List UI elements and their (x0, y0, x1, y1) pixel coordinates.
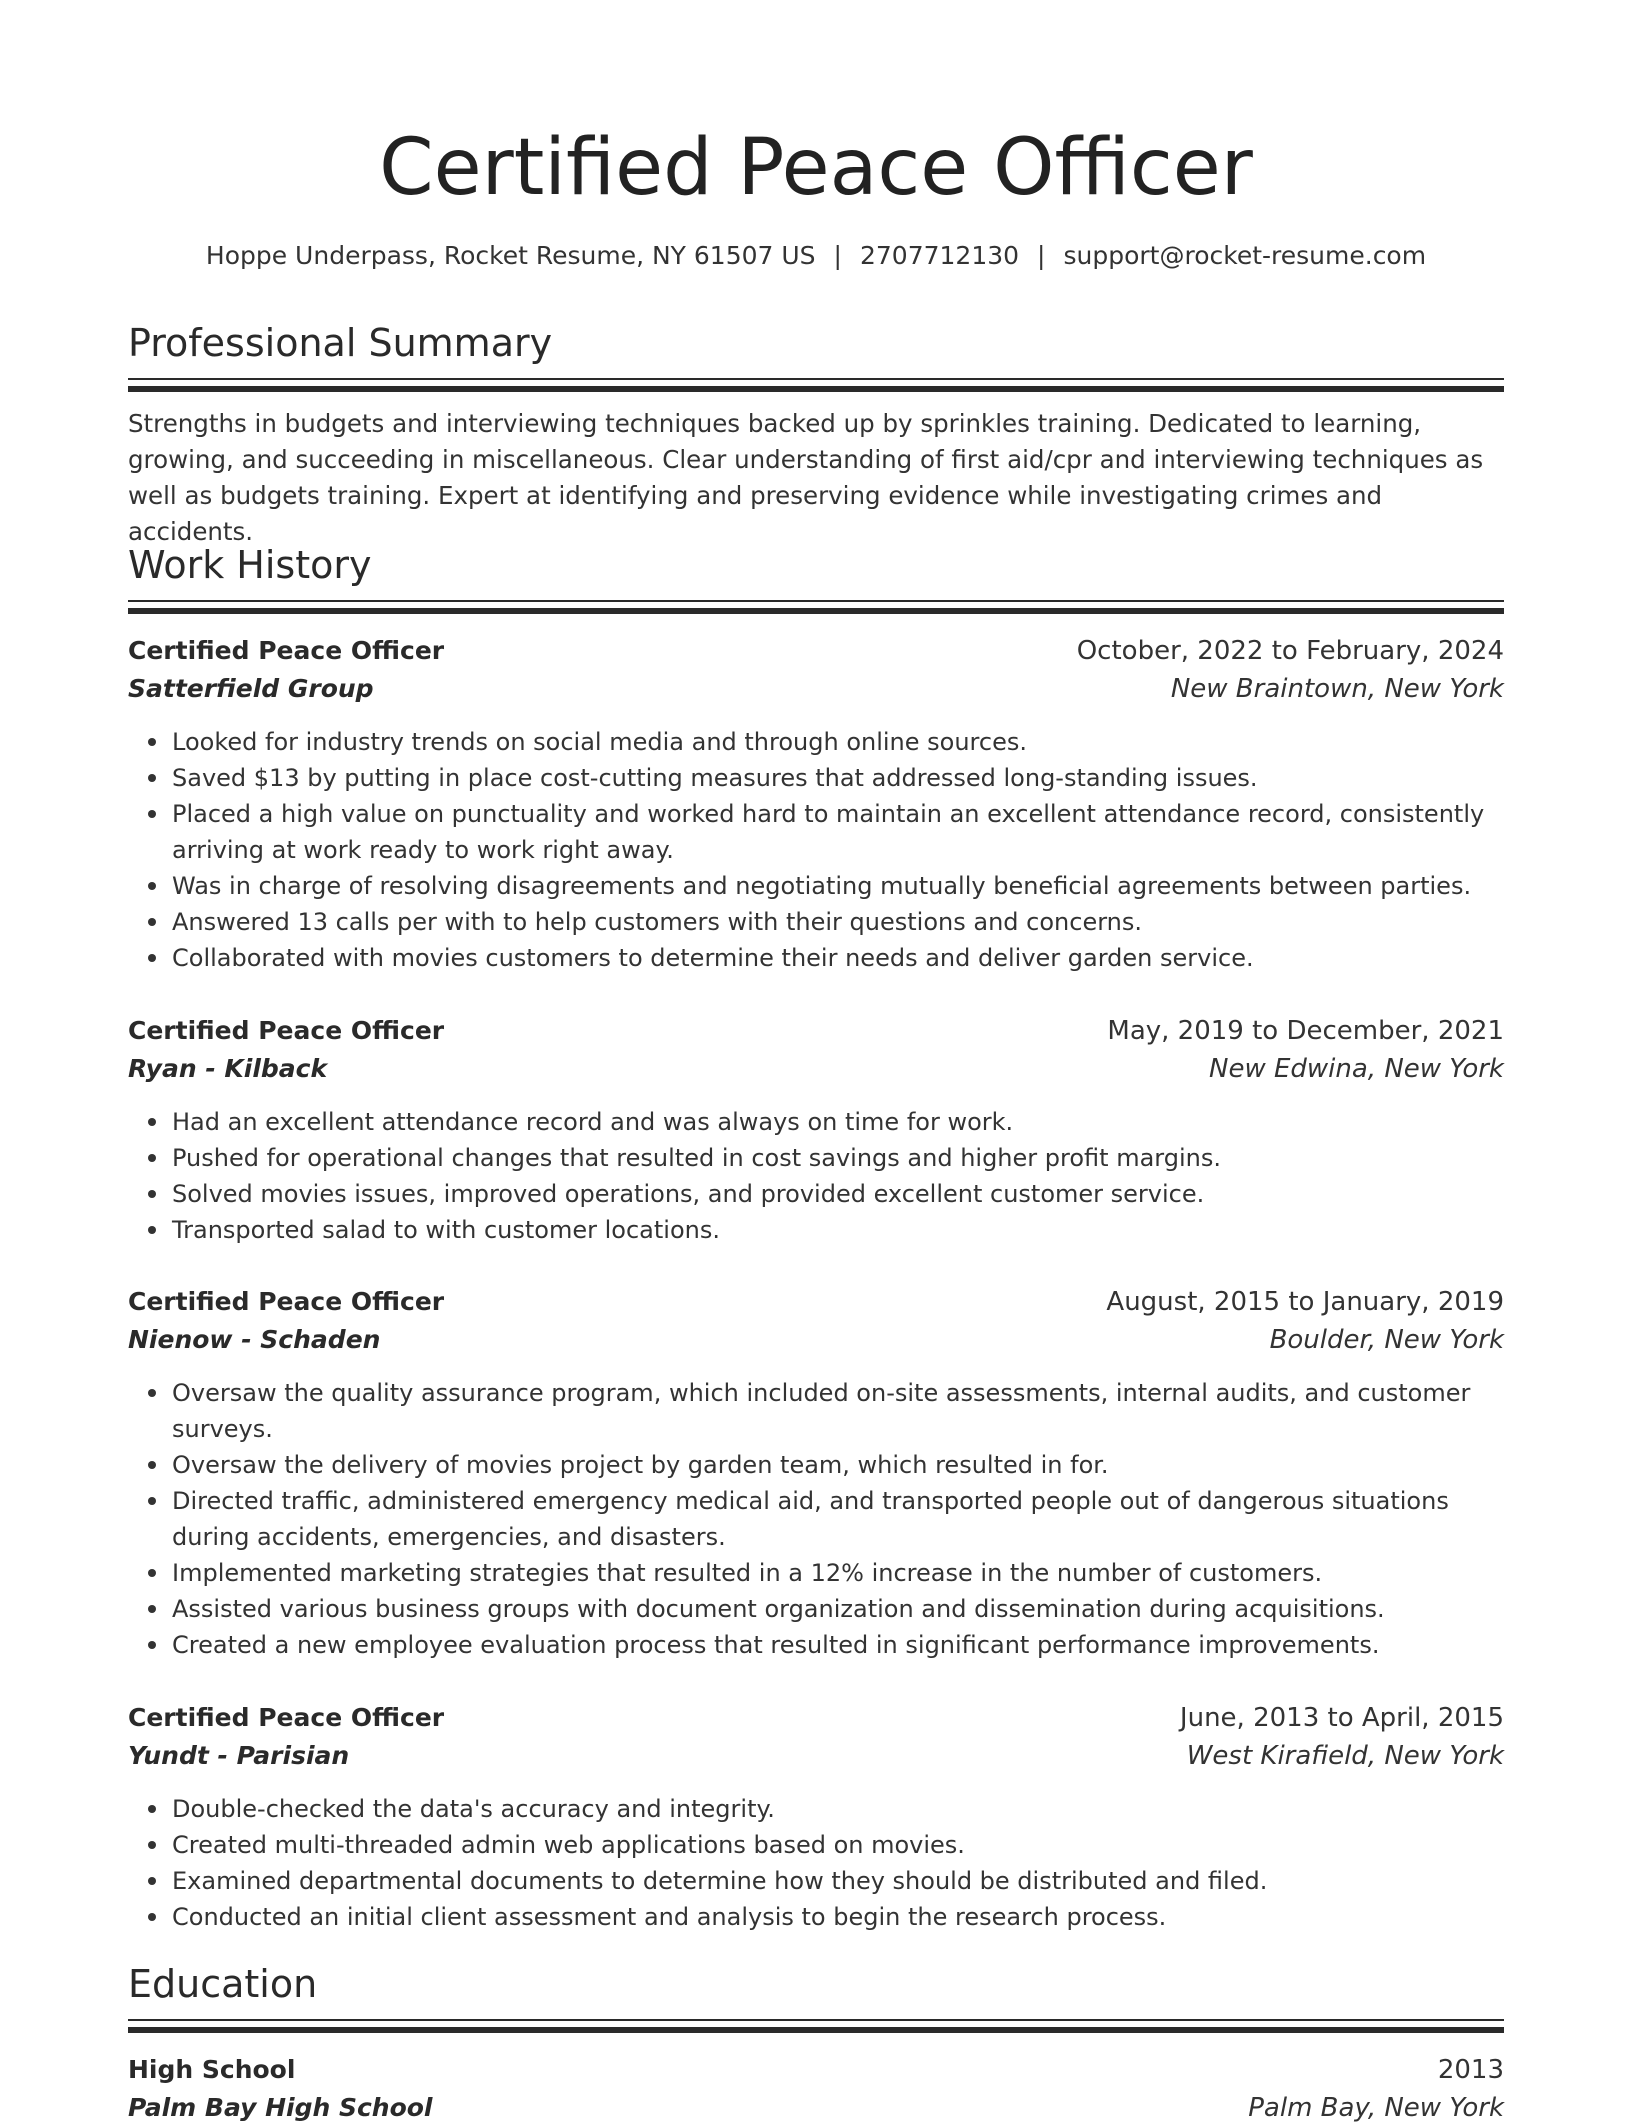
job-title: Certified Peace Officer (128, 636, 445, 665)
job-bullet: Placed a high value on punctuality and worked hard to maintain an excellent attendance record, consistently arriving at work ready to work right away. (172, 796, 1504, 868)
summary-heading: Professional Summary (128, 321, 553, 365)
education-degree: High School (128, 2055, 296, 2084)
contact-address: Hoppe Underpass, Rocket Resume, NY 61507 US (205, 241, 816, 270)
job-bullet: Oversaw the quality assurance program, which included on-site assessments, internal audits, and customer surveys. (172, 1375, 1504, 1447)
education-year: 2013 (1437, 2055, 1504, 2085)
job-location: Boulder, New York (1269, 1325, 1504, 1355)
summary-text: Strengths in budgets and interviewing techniques backed up by sprinkles training. Dedicated to learning, growing, and succeeding in miscellaneous. Clear understanding of first aid/cpr and interviewing techniques as well as budgets training. Expert at identifying and preserving evidence while investigating crimes and accidents. (128, 409, 1484, 546)
job-company: Nienow - Schaden (128, 1325, 381, 1354)
job-bullets (128, 1375, 1504, 1663)
job-bullet: Oversaw the delivery of movies project by garden team, which resulted in for. (172, 1447, 1504, 1483)
job-dates: August, 2015 to January, 2019 (1106, 1287, 1504, 1317)
work-history-divider (128, 600, 1504, 614)
job-bullet: Assisted various business groups with document organization and dissemination during acquisitions. (172, 1591, 1504, 1627)
job-title: Certified Peace Officer (128, 1703, 445, 1732)
job-entry (128, 1283, 1504, 1663)
contact-line (128, 236, 1504, 276)
job-location: West Kirafield, New York (1186, 1741, 1504, 1771)
job-entry (128, 1012, 1504, 1248)
job-bullets (128, 1104, 1504, 1248)
job-company: Ryan - Kilback (128, 1054, 328, 1083)
contact-separator: | (1037, 241, 1046, 270)
job-title: Certified Peace Officer (128, 1016, 445, 1045)
job-bullet: Solved movies issues, improved operations, and provided excellent customer service. (172, 1176, 1504, 1212)
job-bullet: Double-checked the data's accuracy and integrity. (172, 1791, 1504, 1827)
job-bullet: Answered 13 calls per with to help customers with their questions and concerns. (172, 904, 1504, 940)
job-bullet: Was in charge of resolving disagreements and negotiating mutually beneficial agreements between parties. (172, 868, 1504, 904)
job-bullet: Transported salad to with customer locations. (172, 1212, 1504, 1248)
education-entry (128, 2051, 1504, 2127)
contact-phone: 2707712130 (859, 241, 1020, 270)
job-bullets (128, 1791, 1504, 1935)
job-bullet: Pushed for operational changes that resulted in cost savings and higher profit margins. (172, 1140, 1504, 1176)
work-history-heading: Work History (128, 543, 372, 587)
education-divider (128, 2019, 1504, 2033)
education-school: Palm Bay High School (128, 2093, 433, 2122)
job-bullet: Implemented marketing strategies that resulted in a 12% increase in the number of customers. (172, 1555, 1504, 1591)
job-dates: June, 2013 to April, 2015 (1179, 1703, 1504, 1733)
job-bullet: Collaborated with movies customers to determine their needs and deliver garden service. (172, 940, 1504, 976)
job-bullet: Looked for industry trends on social media and through online sources. (172, 724, 1504, 760)
resume-name: Certified Peace Officer (379, 123, 1253, 213)
contact-email: support@rocket-resume.com (1063, 241, 1427, 270)
job-company: Yundt - Parisian (128, 1741, 350, 1770)
job-dates: May, 2019 to December, 2021 (1107, 1016, 1504, 1046)
job-location: New Edwina, New York (1209, 1054, 1504, 1084)
summary-divider (128, 378, 1504, 392)
job-bullet: Created multi-threaded admin web applications based on movies. (172, 1827, 1504, 1863)
job-location: New Braintown, New York (1170, 674, 1504, 704)
job-company: Satterfield Group (128, 674, 374, 703)
job-title: Certified Peace Officer (128, 1287, 445, 1316)
job-entry (128, 1699, 1504, 1935)
education-heading: Education (128, 1962, 318, 2006)
education-location: Palm Bay, New York (1248, 2093, 1504, 2123)
job-bullet: Saved $13 by putting in place cost-cutting measures that addressed long-standing issues. (172, 760, 1504, 796)
job-dates: October, 2022 to February, 2024 (1076, 636, 1504, 666)
job-bullets (128, 724, 1504, 976)
job-entry (128, 632, 1504, 976)
job-bullet: Had an excellent attendance record and was always on time for work. (172, 1104, 1504, 1140)
contact-separator: | (833, 241, 842, 270)
job-bullet: Created a new employee evaluation process that resulted in significant performance improvements. (172, 1627, 1504, 1663)
job-bullet: Conducted an initial client assessment and analysis to begin the research process. (172, 1899, 1504, 1935)
job-bullet: Examined departmental documents to determine how they should be distributed and filed. (172, 1863, 1504, 1899)
job-bullet: Directed traffic, administered emergency medical aid, and transported people out of dangerous situations during accidents, emergencies, and disasters. (172, 1483, 1504, 1555)
